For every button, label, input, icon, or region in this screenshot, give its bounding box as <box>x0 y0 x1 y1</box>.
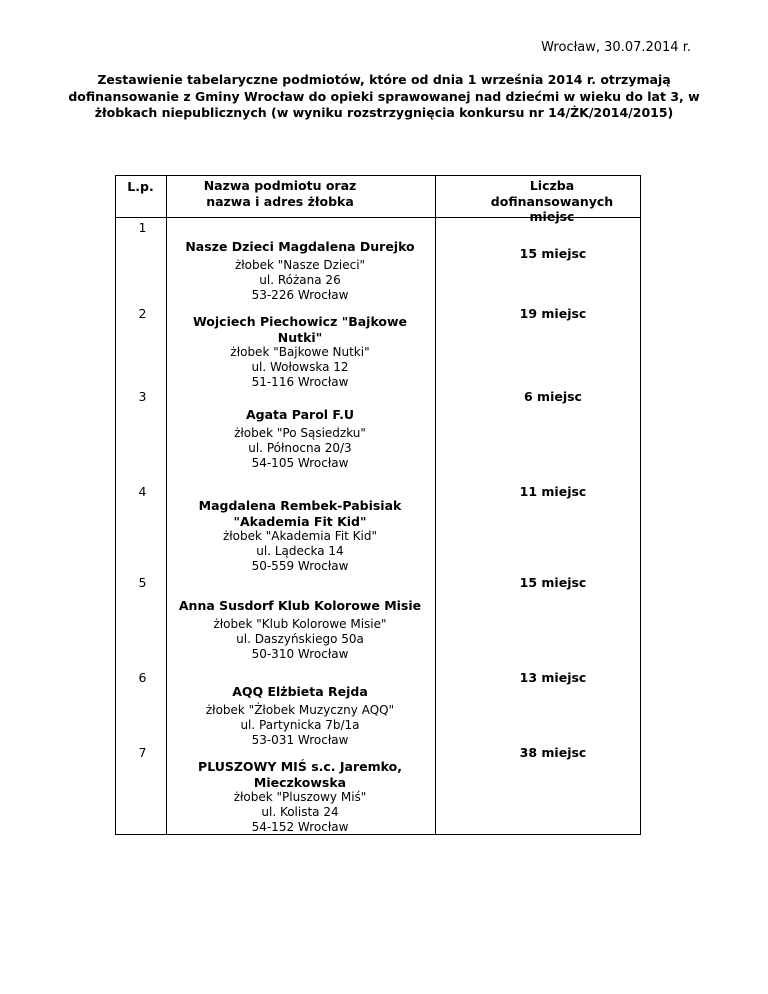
row-3-lp: 3 <box>138 389 147 404</box>
row-5-count: 15 miejsc <box>519 575 587 590</box>
table-divider-lp <box>166 175 167 835</box>
row-2-city: 51-116 Wrocław <box>251 375 349 389</box>
row-3-city: 54-105 Wrocław <box>251 455 349 470</box>
document-date: Wrocław, 30.07.2014 r. <box>541 40 691 55</box>
row-5-street: ul. Daszyńskiego 50a <box>236 631 364 646</box>
row-6-lp: 6 <box>138 670 147 685</box>
row-4-city: 50-559 Wrocław <box>251 559 349 573</box>
row-3-entry <box>169 407 431 471</box>
header-count: Liczba dofinansowanych miejsc <box>490 178 614 224</box>
row-7-city: 54-152 Wrocław <box>251 820 349 834</box>
table-border-left <box>115 175 116 835</box>
row-5-city: 50-310 Wrocław <box>251 646 349 661</box>
document-title: Zestawienie tabelaryczne podmiotów, które od dnia 1 września 2014 r. otrzymają dofinansowanie z Gminy Wrocław do opieki sprawowanej nad dziećmi w wieku do lat 3, w żłobkach niepublicznych (w wyniku rozstrzygnięcia konkursu nr 14/ŻK/2014/2015) <box>68 72 700 120</box>
row-4-count: 11 miejsc <box>519 484 587 499</box>
row-7-lp: 7 <box>138 745 147 760</box>
header-name: Nazwa podmiotu oraz nazwa i adres żłobka <box>203 178 357 209</box>
row-3-street: ul. Północna 20/3 <box>248 440 352 455</box>
row-5-name: Anna Susdorf Klub Kolorowe Misie <box>178 598 422 613</box>
row-6-city: 53-031 Wrocław <box>251 732 349 747</box>
row-2-entry <box>169 314 431 390</box>
row-1-city: 53-226 Wrocław <box>251 287 349 302</box>
row-1-street: ul. Różana 26 <box>259 272 341 287</box>
row-5-lp: 5 <box>138 575 147 590</box>
row-2-name: Wojciech Piechowicz "Bajkowe Nutki" <box>192 314 408 345</box>
row-3-nursery: żłobek "Po Sąsiedzku" <box>234 425 366 440</box>
row-7-entry <box>169 759 431 835</box>
row-7-count: 38 miejsc <box>519 745 587 760</box>
row-7-nursery: żłobek "Pluszowy Miś" <box>233 790 367 804</box>
row-4-lp: 4 <box>138 484 147 499</box>
row-3-name: Agata Parol F.U <box>245 407 355 422</box>
row-6-entry <box>169 684 431 748</box>
row-4-street: ul. Lądecka 14 <box>256 544 344 558</box>
row-2-count: 19 miejsc <box>519 306 587 321</box>
row-7-name: PLUSZOWY MIŚ s.c. Jaremko, Mieczkowska <box>198 759 402 790</box>
row-1-entry <box>169 239 431 303</box>
row-4-name: Magdalena Rembek-Pabisiak "Akademia Fit Kid" <box>198 498 402 529</box>
row-6-nursery: żłobek "Żłobek Muzyczny AQQ" <box>205 702 395 717</box>
row-2-nursery: żłobek "Bajkowe Nutki" <box>230 345 370 359</box>
table-divider-name <box>435 175 436 835</box>
row-4-nursery: żłobek "Akademia Fit Kid" <box>222 529 378 543</box>
row-5-entry <box>169 598 431 662</box>
subsidy-table <box>115 175 641 835</box>
row-4-entry <box>169 498 431 574</box>
row-1-lp: 1 <box>138 220 147 235</box>
row-6-street: ul. Partynicka 7b/1a <box>240 717 360 732</box>
row-6-count: 13 miejsc <box>519 670 587 685</box>
row-5-nursery: żłobek "Klub Kolorowe Misie" <box>213 616 387 631</box>
row-1-nursery: żłobek "Nasze Dzieci" <box>234 257 366 272</box>
row-2-lp: 2 <box>138 306 147 321</box>
row-3-count: 6 miejsc <box>524 389 582 404</box>
row-1-name: Nasze Dzieci Magdalena Durejko <box>185 239 415 254</box>
row-6-name: AQQ Elżbieta Rejda <box>232 684 368 699</box>
row-2-street: ul. Wołowska 12 <box>251 360 349 374</box>
row-1-count: 15 miejsc <box>519 246 587 261</box>
table-border-top <box>115 175 641 176</box>
table-border-right <box>640 175 641 835</box>
header-lp: L.p. <box>127 179 154 194</box>
row-7-street: ul. Kolista 24 <box>261 805 339 819</box>
